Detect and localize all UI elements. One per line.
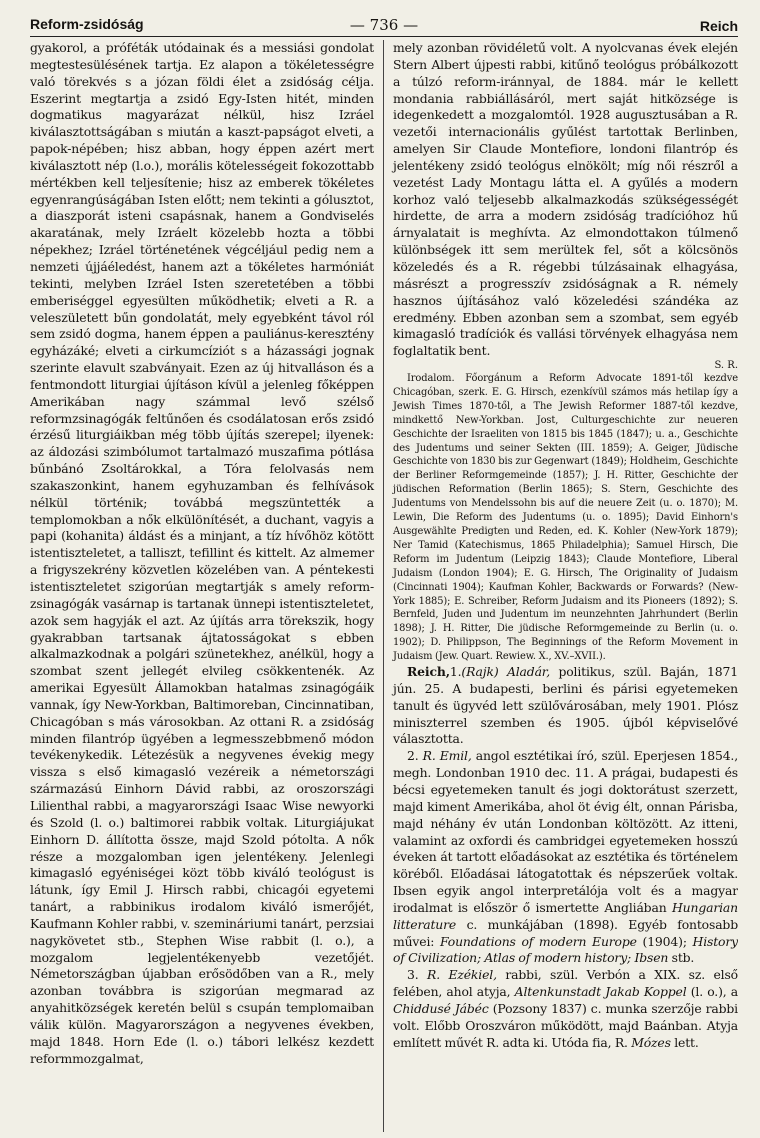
work-title: History of Civilization; Atlas of modern history; Ibsen [393, 933, 738, 966]
left-column [30, 40, 384, 1132]
entry-text: (l. o.), a [686, 984, 738, 1000]
entry-number: 2. [407, 748, 419, 764]
page-number: — 736 — [349, 16, 419, 34]
header-left-keyword: Reform-zsidóság [30, 16, 144, 32]
entry-name: (Rajk) Aladár, [461, 664, 551, 680]
person-name: Altenkunstadt Jakab Koppel [514, 984, 687, 1000]
entry-text: politikus, szül. Baján, 1871 jún. 25. A budapesti, berlini és párisi egyetemeken tanult és ügyvéd lett szülővárosában, mely 1901. Plósz miniszterrel szemben és 1905. újból képviselővé választotta. [393, 664, 738, 747]
entry-number: 3. [407, 967, 419, 983]
header-right-keyword: Reich [699, 18, 738, 34]
work-title: Foundations of modern Europe [440, 933, 637, 949]
entry-text: stb. [668, 950, 695, 966]
entry-number: 1. [449, 664, 462, 680]
entry-text: (Pozsony 1837) c. munka szerzője rabbi volt. Előbb Oroszváron működött, majd Baánban. Atyja említett művét R. adta ki. Utóda fia, R. [393, 1000, 738, 1050]
work-title: Chiddusé Jábéc [393, 1000, 489, 1016]
entry-text: rabbi, szül. Verbón a XIX. sz. első felében, ahol atyja, [393, 967, 738, 1000]
author-signature: S. R. [714, 360, 738, 372]
entry-text: lett. [670, 1034, 699, 1050]
work-title: Hungarian litterature [393, 899, 738, 932]
right-column [384, 40, 738, 1132]
entry-reich-emil [393, 748, 738, 967]
entry-name: R. Emil, [422, 748, 472, 764]
person-name: Mózes [631, 1034, 671, 1050]
bibliography: Irodalom. Főorgánum a Reform Advocate 1891-től kezdve Chicagóban, szerk. E. G. Hirsch, ezenkívül számos más hetilap így a Jewish Times 1870-től, a The Jewish Reformer 1887-től kezdve, mindkettő New-Yorkban. Jost, Culturgeschichte zur neueren Geschichte der Israeliten von 1815 bis 1845 (1847); u. a., Geschichte des Judentums und seiner Sekten (III. 1859); A. Geiger, Jüdische Geschichte von 1830 bis zur Gegenwart (1849); Holdheim, Geschichte der Berliner Reformgemeinde (1857); J. H. Ritter, Geschichte der jüdischen Reformation (Berlin 1865); S. Stern, Geschichte des Judentums von Mendelssohn bis auf die neuere Zeit (u. o. 1870); M. Lewin, Die Reform des Judentums (u. o. 1895); David Einhorn's Ausgewählte Predigten und Reden, ed. K. Kohler (New-York 1879); Ner Tamid (Katechismus, 1865 Philadelphia); Samuel Hirsch, Die Reform im Judentum (Leipzig 1843); Claude Montefiore, Liberal Judaism (London 1904); E. G. Hirsch, The Originality of Judaism (Cincinnati 1904); Kaufman Kohler, Backwards or Forwards? (New-York 1885); E. Schreiber, Reform Judaism and its Pioneers (1892); S. Bernfeld, Juden und Judentum im neunzehnten Jahrhundert (Berlin 1898); J. H. Ritter, Die jüdische Reformgemeinde zu Berlin (u. o. 1902); D. Philippson, The Beginnings of the Reform Movement in Judaism (Jew. Quart. Rewiew. X., XV.–XVII.). [393, 373, 738, 663]
entry-reich-ezekiel [393, 967, 738, 1051]
entry-name: R. Ezékiel, [427, 967, 497, 983]
left-column-text: gyakorol, a próféták utódainak és a messiási gondolat megtestesülésének tartja. Ez alapon a tökéletességre való törekvés s a józan földi élet a zsidóság célja. Eszerint megtartja a zsidó Egy-Isten hitét, minden dogmatikus magyarázat nélkül, hisz Izráel kiválasztottságában s miután a kaszt-papságot elveti, a papok-népében; hisz abban, hogy éppen azért mert kiválasztott nép (l.o.), morális kötelességeit fokozottabb mértékben kell teljesítenie; hisz az emberek tökéletes egyenrangúságában Isten előtt; nem tekinti a gólusztot, a diaszporát isteni csapásnak, hanem a Gondviselés akaratának, mely Izráelt közelebb hozta a többi népekhez; Izráel történetének végcéljául pedig nem a nemzeti újjáéledést, hanem azt a tökéletes harmóniát tekinti, melyben Izráel Isten szeretetében a többi emberiséggel egyesülten működhetik; elveti a R. a veleszületett bűn gondolatát, mely egyebként távol ról sem zsidó dogma, hanem éppen a pauliánus-keresztény egyházáké; elveti a cirkumcíziót s a házassági jognak szerinte elavult szabványait. Ezen az új hitvalláson és a fentmondott liturgiai újításon kívül a jelenleg főképpen Amerikában nagy számmal levő szélső reformzsinagógák feltűnően és csodálatosan erős zsidó érzésű liturgiáikban még több újítás szerepel; ilyenek: az áldozási szimbólumot tartalmazó muszafima pótlása bűnbánó Zsoltárokkal, a Tóra felolvasás nem szakaszonkint, hanem egyhuzamban és felhívások nélkül történik; továbbá megszüntették a templomokban a nők elkülönítését, a duchant, vagyis a papi (kohanita) áldást és a minjant, a tíz hívőhöz kötött istentiszteletet, a talliszt, tefillint és kittelt. Az almemer a frigyszekrény közvetlen közelében van. A péntekesti istentiszteletet szigorúan megtartják s amely reform-zsinagógák vasárnap is tartanak ünnepi istentiszteletet, azok sem hagyják el azt. Az újítás arra törekszik, hogy gyakrabban tartsanak ájtatosságokat s ebben alkalmazkodnak a polgári szünetekhez, anélkül, hogy a szombat szent jellegét elvileg csökkentenék. Az amerikai Egyesült Államokban hatalmas zsinagógáik vannak, így New-Yorkban, Baltimoreban, Cincinnatiban, Chicagóban s más városokban. Az ottani R. a zsidóság minden filantróp ügyében a legmesszebbmenő módon tevékenykedik. Létezésük a negyvenes évekig megy vissza s első kimagasló vezéreik a németországi származású Einhorn Dávid rabbi, az oroszországi Lilienthal rabbi, a magyarországi Isaac Wise newyorki és Szold (l. o.) baltimorei rabbik voltak. Liturgiájukat Einhorn D. állította össze, majd Szold pótolta. A nők része a mozgalomban igen jelentékeny. Jelenlegi kimagasló egyéniségei közt több kiváló teológust is látunk, így Emil J. Hirsch rabbi, chicagói egyetemi tanárt, a rabbinikus irodalom kiváló ismerőjét, Kaufmann Kohler rabbi, v. szemináriumi tanárt, perzsiai nagykövetet stb., Stephen Wise rabbit (l. o.), a mozgalom legjelentékenyebb vezetőjét. Németországban újabban erősödőben van a R., mely azonban továbbra is szigorúan megmarad az anyahitközségek keretén belül s csupán templomaiban válik külön. Magyarországon a negyvenes években, majd 1848. Horn Ede (l. o.) tábori lelkész kezdett reformmozgalmat, [30, 40, 374, 1066]
entry-headword: Reich, [407, 664, 450, 680]
entry-text: angol esztétikai író, szül. Eperjesen 1854., megh. Londonban 1910 dec. 11. A prágai, budapesti és bécsi egyetemeken tanult és jogi doktorátust szerzett, majd kiment Amerikába, ahol öt évig élt, onnan Párisba, majd néhány év után Londonban költözött. Az itteni, valamint az oxfordi és cambridgei egyetemeken hosszú éveken át tartott előadásokat az esztétika és történelem köréből. Előadásai látogatottak és népszerűek voltak. Ibsen egyik angol interpretálója volt és a magyar irodalmat is először ő ismertette Angliában [393, 748, 738, 915]
entry-text: (1904); [636, 933, 693, 949]
reform-article-conclusion: mely azonban rövidéletű volt. A nyolcvanas évek elején Stern Albert újpesti rabbi, kitűnő teológus próbálkozott a túlzó reform-iránnyal, de 1884. már le kellett mondania rabbiállásáról, mert saját hitközsége is idegenkedett a mozgalomtól. 1928 augusztusában a R. vezetői internacionális gyűlést tartottak Berlinben, amelyen Sir Claude Montefiore, londoni filantróp és jelentékeny zsidó teológus elnökölt; míg női részről a vezetést Lady Montagu látta el. A gyűlés a modern korhoz való teljesebb alkalmazkodás szükségességét hirdette, de arra a modern zsidóság tradícióhoz hű árnyalatait is meghívta. Az elmondottakon túlmenő különbségek itt sem merültek fel, sőt a kölcsönös közeledés és a R. régebbi túlzásainak elhagyása, másrészt a progresszív zsidóságnak a R. némely hasznos újításához való közeledési szándéka az eredmény. Ebben azonban sem a szombat, sem egyéb kimagasló tradíciók és vallási törvények elhagyása nem foglaltatik bent. [393, 40, 738, 359]
header-rule [30, 36, 738, 37]
entry-reich-aladar [393, 664, 738, 748]
running-header [30, 14, 738, 36]
entry-text: c. munkájában (1898). Egyéb fontosabb művei: [393, 916, 738, 949]
text-columns [30, 40, 738, 1132]
